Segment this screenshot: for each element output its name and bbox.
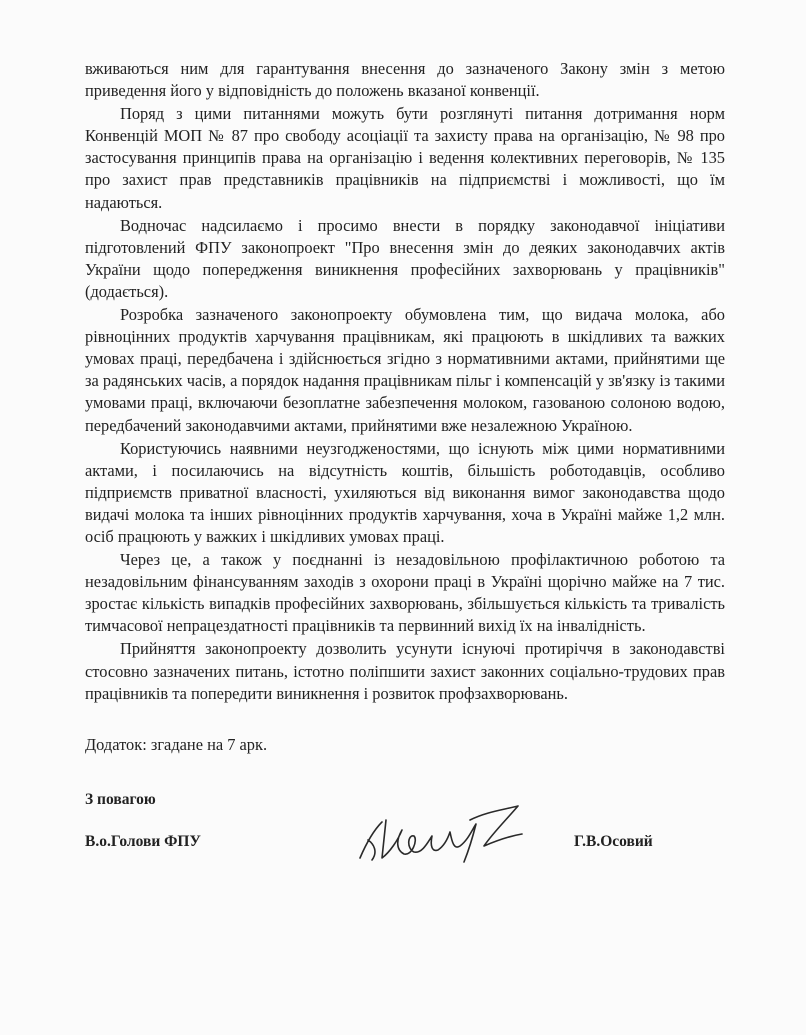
signer-name: Г.В.Осовий: [574, 833, 653, 850]
paragraph-occupational-diseases: Через це, а також у поєднанні із незадовільною профілактичною роботою та незадовільним фінансуванням заходів з охорони праці в Україні щорічно майже на 7 тис. зростає кількість випадків професійних захворювань, збільшується кількість та тривалість тимчасової непрацездатності працівників та первинний вихід їх на інвалідність.: [85, 550, 725, 636]
paragraph-bill-adoption: Прийняття законопроекту дозволить усунути існуючі протиріччя в законодавстві стосовно зазначених питань, істотно поліпшити захист законних соціально-трудових прав працівників та попередити виникнення і розвиток профзахворювань.: [85, 639, 725, 703]
paragraph-continuation: вживаються ним для гарантування внесення до зазначеного Закону змін з метою приведення його у відповідність до положень вказаної конвенції.: [85, 59, 725, 101]
closing-salutation: З повагою: [85, 791, 156, 808]
annex-note: Додаток: згадане на 7 арк.: [85, 735, 268, 754]
paragraph-bill-rationale: Розробка зазначеного законопроекту обумовлена тим, що видача молока, або рівноцінних продуктів харчування працівникам, які працюють в шкідливих та важких умовах праці, передбачена і здійснюється згідно з нормативними актами, прийнятими ще за радянських часів, а порядок надання працівникам пільг і компенсацій у зв'язку із такими умовами праці, включаючи безоплатне забезпечення молоком, газованою солоною водою, передбачений законодавчими актами, прийнятими вже незалежною Україною.: [85, 305, 725, 435]
handwritten-signature: [352, 800, 552, 870]
paragraph-ilo-conventions: Поряд з цими питаннями можуть бути розглянуті питання дотримання норм Конвенцій МОП № 87 про свободу асоціації та захисту права на організацію, № 98 про застосування принципів права на організацію і ведення колективних переговорів, № 135 про захист прав представників працівників на підприємстві і можливості, що їм надаються.: [85, 104, 725, 212]
letter-body: [85, 58, 725, 705]
signer-position: В.о.Голови ФПУ: [85, 833, 201, 850]
paragraph-employer-evasion: Користуючись наявними неузгодженостями, що існують між цими нормативними актами, і посилаючись на відсутність коштів, більшість роботодавців, особливо підприємств приватної власності, ухиляються від виконання вимог законодавства щодо видачі молока та інших рівноцінних продуктів харчування, хоча в Україні майже 1,2 млн. осіб працюють у важких і шкідливих умовах праці.: [85, 438, 725, 546]
paragraph-bill-submission: Водночас надсилаємо і просимо внести в порядку законодавчої ініціативи підготовлений ФПУ законопроект "Про внесення змін до деяких законодавчих актів України щодо попередження виникнення професійних захворювань у працівників" (додається).: [85, 215, 725, 301]
